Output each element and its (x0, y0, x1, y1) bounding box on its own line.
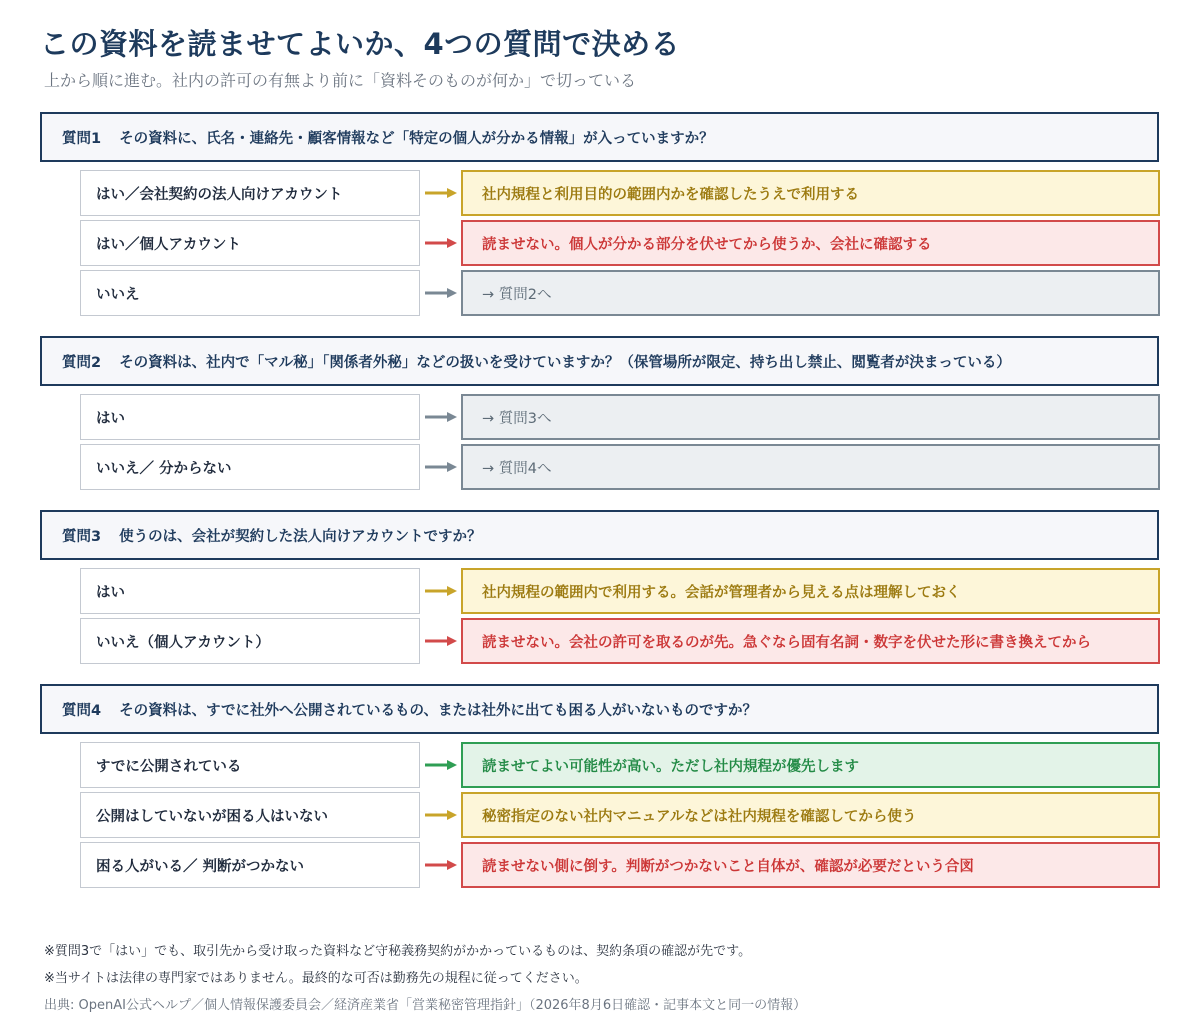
page-title: この資料を読ませてよいか、4つの質問で決める (40, 27, 681, 61)
question-number: 質問2 (62, 354, 102, 371)
result-box: → 質問4へ (461, 444, 1160, 490)
source-citation: 出典: OpenAI公式ヘルプ／個人情報保護委員会／経済産業省「営業秘密管理指針」（2026年8月6日確認・記事本文と同一の情報） (44, 998, 807, 1013)
result-box: 読ませない。個人が分かる部分を伏せてから使うか、会社に確認する (461, 220, 1160, 266)
answer-option: いいえ／ 分からない (80, 444, 420, 490)
footnote: ※質問3で「はい」でも、取引先から受け取った資料など守秘義務契約がかかっているものは、契約条項の確認が先です。 (44, 944, 752, 959)
question-number: 質問1 (62, 130, 102, 147)
answer-option: はい／会社契約の法人向けアカウント (80, 170, 420, 216)
question-text: その資料は、社内で「マル秘」「関係者外秘」などの扱いを受けていますか？（保管場所が限定、持ち出し禁止、閲覧者が決まっている） (119, 354, 1011, 371)
question-4-box (40, 684, 1159, 734)
result-box: 読ませない。会社の許可を取るのが先。急ぐなら固有名詞・数字を伏せた形に書き換えてから (461, 618, 1160, 664)
question-1-box (40, 112, 1159, 162)
answer-option: はい (80, 568, 420, 614)
answer-option: はい／個人アカウント (80, 220, 420, 266)
question-number: 質問3 (62, 528, 102, 545)
answer-option: すでに公開されている (80, 742, 420, 788)
arrow-right-icon (425, 859, 457, 871)
result-box: → 質問2へ (461, 270, 1160, 316)
answer-option: 困る人がいる／ 判断がつかない (80, 842, 420, 888)
page-subtitle: 上から順に進む。社内の許可の有無より前に「資料そのものが何か」で切っている (44, 71, 637, 90)
arrow-right-icon (425, 461, 457, 473)
arrow-right-icon (425, 287, 457, 299)
result-box: 秘密指定のない社内マニュアルなどは社内規程を確認してから使う (461, 792, 1160, 838)
result-box: → 質問3へ (461, 394, 1160, 440)
arrow-right-icon (425, 759, 457, 771)
footnote: ※当サイトは法律の専門家ではありません。最終的な可否は勤務先の規程に従ってください。 (44, 971, 588, 986)
arrow-right-icon (425, 635, 457, 647)
answer-option: はい (80, 394, 420, 440)
question-text: その資料は、すでに社外へ公開されているもの、または社外に出ても困る人がいないものですか？ (119, 702, 757, 719)
question-text: その資料に、氏名・連絡先・顧客情報など「特定の個人が分かる情報」が入っていますか？ (119, 130, 714, 147)
result-box: 読ませてよい可能性が高い。ただし社内規程が優先します (461, 742, 1160, 788)
question-3-box (40, 510, 1159, 560)
question-text: 使うのは、会社が契約した法人向けアカウントですか？ (119, 528, 482, 545)
result-box: 社内規程の範囲内で利用する。会話が管理者から見える点は理解しておく (461, 568, 1160, 614)
arrow-right-icon (425, 237, 457, 249)
question-2-box (40, 336, 1159, 386)
result-box: 読ませない側に倒す。判断がつかないこと自体が、確認が必要だという合図 (461, 842, 1160, 888)
arrow-right-icon (425, 809, 457, 821)
answer-option: いいえ（個人アカウント） (80, 618, 420, 664)
arrow-right-icon (425, 585, 457, 597)
answer-option: いいえ (80, 270, 420, 316)
answer-option: 公開はしていないが困る人はいない (80, 792, 420, 838)
question-number: 質問4 (62, 702, 102, 719)
result-box: 社内規程と利用目的の範囲内かを確認したうえで利用する (461, 170, 1160, 216)
arrow-right-icon (425, 411, 457, 423)
arrow-right-icon (425, 187, 457, 199)
